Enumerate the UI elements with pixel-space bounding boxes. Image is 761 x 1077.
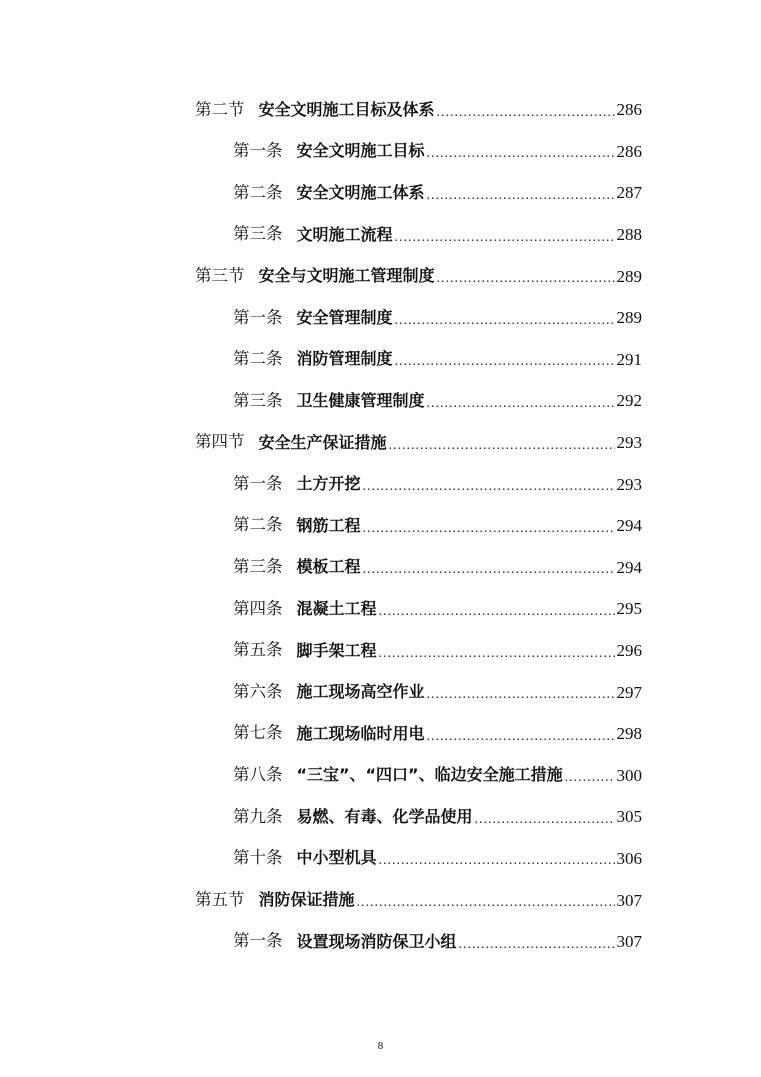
toc-dot-leader xyxy=(395,231,615,245)
toc-dot-leader xyxy=(363,522,615,536)
toc-entry-number: 第五条 xyxy=(233,640,283,660)
page-number: 8 xyxy=(377,1040,384,1052)
toc-entry-page: 287 xyxy=(616,183,642,203)
toc-entry-page: 289 xyxy=(616,308,642,328)
toc-entry-title: 脚手架工程 xyxy=(296,640,377,660)
toc-entry[interactable] xyxy=(0,131,761,173)
toc-entry[interactable] xyxy=(0,505,761,547)
toc-entry-number: 第二条 xyxy=(233,515,283,535)
toc-dot-leader xyxy=(459,938,615,952)
toc-entry[interactable] xyxy=(0,89,761,131)
toc-entry[interactable] xyxy=(0,671,761,713)
toc-entry-page: 293 xyxy=(616,433,642,453)
toc-dot-leader xyxy=(427,730,615,744)
toc-dot-leader xyxy=(363,563,615,577)
toc-entry-title: 安全管理制度 xyxy=(296,307,393,327)
toc-entry-title: 卫生健康管理制度 xyxy=(296,390,425,410)
toc-entry-page: 298 xyxy=(616,724,642,744)
toc-entry-title: 文明施工流程 xyxy=(296,224,393,244)
toc-entry-page: 291 xyxy=(616,349,642,369)
toc-entry-number: 第十条 xyxy=(233,848,283,868)
toc-entry-page: 300 xyxy=(616,765,642,785)
toc-entry-number: 第三节 xyxy=(195,265,245,285)
toc-entry-number: 第四条 xyxy=(233,598,283,618)
toc-entry[interactable] xyxy=(0,214,761,256)
toc-entry[interactable] xyxy=(0,547,761,589)
toc-entry[interactable] xyxy=(0,755,761,797)
toc-entry[interactable] xyxy=(0,297,761,339)
toc-dot-leader xyxy=(427,688,615,702)
toc-entry-number: 第三条 xyxy=(233,557,283,577)
toc-entry-number: 第二条 xyxy=(233,182,283,202)
toc-entry-number: 第二节 xyxy=(195,99,245,119)
toc-dot-leader xyxy=(379,605,615,619)
toc-dot-leader xyxy=(395,314,615,328)
toc-entry-number: 第九条 xyxy=(233,806,283,826)
toc-entry-title: 安全生产保证措施 xyxy=(258,432,387,452)
toc-entry-number: 第一条 xyxy=(233,473,283,493)
toc-dot-leader xyxy=(427,189,615,203)
toc-entry-title: “三宝”、“四口”、临边安全施工措施 xyxy=(296,765,563,785)
toc-entry-page: 305 xyxy=(616,807,642,827)
toc-entry-title: 安全文明施工体系 xyxy=(296,182,425,202)
toc-entry[interactable] xyxy=(0,380,761,422)
toc-entry-page: 295 xyxy=(616,599,642,619)
toc-entry-page: 307 xyxy=(616,932,642,952)
toc-entry-number: 第一条 xyxy=(233,307,283,327)
toc-entry-page: 297 xyxy=(616,682,642,702)
toc-entry-number: 第五节 xyxy=(195,889,245,909)
toc-entry-title: 安全与文明施工管理制度 xyxy=(258,266,435,286)
toc-entry-number: 第八条 xyxy=(233,765,283,785)
toc-dot-leader xyxy=(363,480,615,494)
toc-entry-title: 中小型机具 xyxy=(296,848,377,868)
toc-dot-leader xyxy=(395,355,615,369)
toc-entry-title: 易燃、有毒、化学品使用 xyxy=(296,806,473,826)
toc-entry-number: 第一条 xyxy=(233,931,283,951)
toc-entry[interactable] xyxy=(0,921,761,963)
toc-dot-leader xyxy=(357,896,615,910)
toc-entry-number: 第一条 xyxy=(233,141,283,161)
toc-entry-number: 第三条 xyxy=(233,224,283,244)
toc-entry[interactable] xyxy=(0,463,761,505)
toc-entry-page: 294 xyxy=(616,557,642,577)
toc-dot-leader xyxy=(437,106,615,120)
toc-dot-leader xyxy=(427,397,615,411)
toc-entry-page: 307 xyxy=(616,890,642,910)
toc-entry-title: 钢筋工程 xyxy=(296,515,361,535)
toc-entry-page: 306 xyxy=(616,848,642,868)
toc-entry-page: 293 xyxy=(616,474,642,494)
toc-entry-number: 第三条 xyxy=(233,390,283,410)
toc-entry-title: 消防管理制度 xyxy=(296,349,393,369)
toc-entry[interactable] xyxy=(0,630,761,672)
toc-entry-page: 296 xyxy=(616,641,642,661)
toc-dot-leader xyxy=(437,272,615,286)
toc-entry-number: 第七条 xyxy=(233,723,283,743)
toc-entry-title: 模板工程 xyxy=(296,557,361,577)
table-of-contents xyxy=(0,89,761,962)
toc-entry[interactable] xyxy=(0,713,761,755)
toc-entry-page: 288 xyxy=(616,225,642,245)
toc-entry-title: 安全文明施工目标及体系 xyxy=(258,99,435,119)
toc-entry-page: 286 xyxy=(616,141,642,161)
toc-entry-title: 施工现场高空作业 xyxy=(296,682,425,702)
toc-entry-page: 292 xyxy=(616,391,642,411)
toc-dot-leader xyxy=(379,854,615,868)
toc-entry[interactable] xyxy=(0,255,761,297)
toc-entry-title: 施工现场临时用电 xyxy=(296,723,425,743)
toc-entry-title: 消防保证措施 xyxy=(258,890,355,910)
toc-entry-number: 第四节 xyxy=(195,432,245,452)
toc-entry[interactable] xyxy=(0,879,761,921)
toc-dot-leader xyxy=(427,147,615,161)
toc-dot-leader xyxy=(565,771,615,785)
toc-entry[interactable] xyxy=(0,588,761,630)
toc-entry[interactable] xyxy=(0,172,761,214)
toc-entry[interactable] xyxy=(0,339,761,381)
toc-entry[interactable] xyxy=(0,796,761,838)
toc-entry-page: 289 xyxy=(616,266,642,286)
toc-dot-leader xyxy=(389,439,615,453)
toc-dot-leader xyxy=(379,647,615,661)
toc-entry-title: 安全文明施工目标 xyxy=(296,141,425,161)
toc-entry-title: 设置现场消防保卫小组 xyxy=(296,931,457,951)
toc-entry-page: 286 xyxy=(616,100,642,120)
toc-entry[interactable] xyxy=(0,838,761,880)
toc-entry-number: 第二条 xyxy=(233,349,283,369)
toc-entry-page: 294 xyxy=(616,516,642,536)
toc-entry[interactable] xyxy=(0,422,761,464)
toc-entry-number: 第六条 xyxy=(233,681,283,701)
toc-entry-title: 土方开挖 xyxy=(296,474,361,494)
toc-dot-leader xyxy=(475,813,615,827)
toc-entry-title: 混凝土工程 xyxy=(296,598,377,618)
